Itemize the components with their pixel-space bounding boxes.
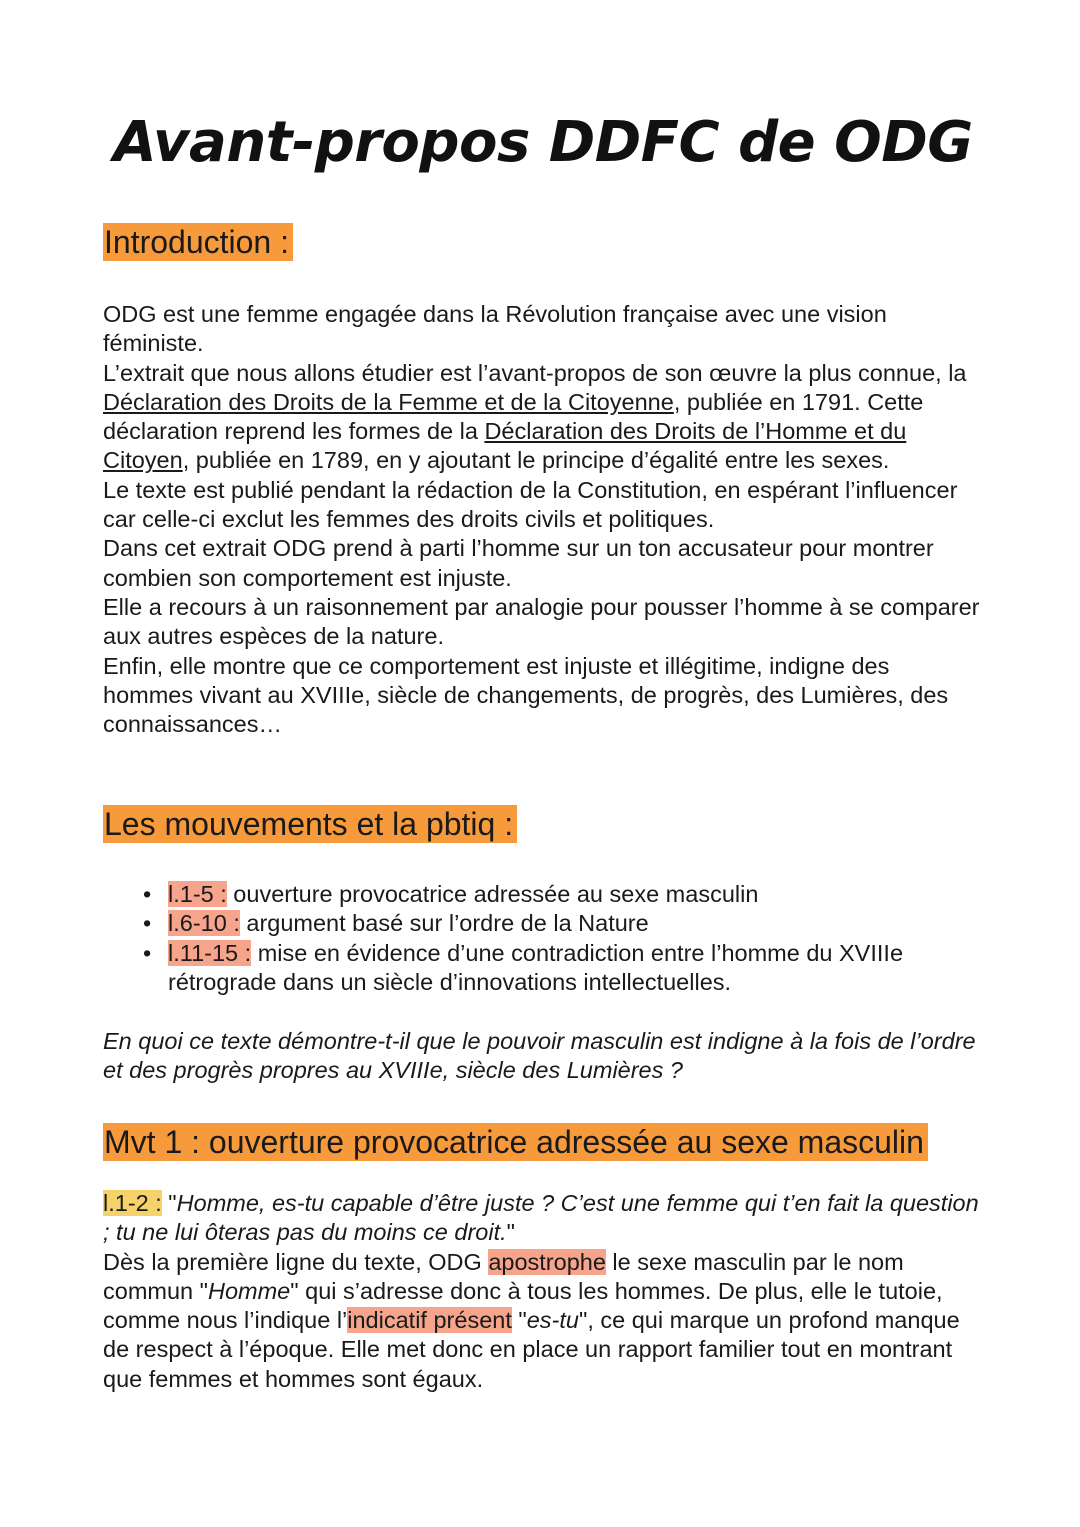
movements-heading bbox=[103, 804, 517, 844]
mvt1-quote-paragraph bbox=[103, 1189, 983, 1248]
intro-p2-text-c: , publiée en 1789, en y ajoutant le principe d’égalité entre les sexes. bbox=[182, 447, 890, 474]
intro-heading-text: Introduction : bbox=[103, 223, 293, 261]
bullet-icon: • bbox=[143, 881, 152, 907]
intro-paragraph-6: Enfin, elle montre que ce comportement est injuste et illégitime, indigne des hommes vivant au XVIIIe, siècle de changements, de progrès, des Lumières, des connaissances… bbox=[103, 652, 949, 738]
intro-p2-text-b: , publiée en 1791. Cette déclaration reprend les formes de la bbox=[103, 388, 924, 445]
term-indicatif-present: indicatif présent bbox=[347, 1307, 512, 1334]
list-item bbox=[143, 909, 1008, 938]
list-item bbox=[143, 939, 1008, 998]
quote-mark: " bbox=[506, 1219, 515, 1246]
intro-heading bbox=[103, 222, 293, 262]
line-ref: l.1-5 : bbox=[168, 881, 227, 907]
intro-paragraph-1: ODG est une femme engagée dans la Révolution française avec une vision féministe. bbox=[103, 301, 887, 357]
intro-paragraph-3: Le texte est publié pendant la rédaction de la Constitution, en espérant l’influencer car celle-ci exclut les femmes des droits civils et politiques. bbox=[103, 476, 958, 533]
analysis-text: ", ce qui marque un profond manque de respect à l’époque. Elle met donc en place un rapport familier tout en montrant que femmes et hommes sont égaux. bbox=[103, 1307, 960, 1392]
ddfc-title-link: Déclaration des Droits de la Femme et de la Citoyenne bbox=[103, 388, 674, 415]
quote-mark: " bbox=[161, 1190, 177, 1216]
mvt1-heading-text: Mvt 1 : ouverture provocatrice adressée au sexe masculin bbox=[103, 1123, 928, 1161]
quoted-word: Homme bbox=[207, 1277, 291, 1304]
line-ref: l.1-2 : bbox=[103, 1190, 162, 1216]
analysis-text: Dès la première ligne du texte, ODG bbox=[103, 1248, 489, 1275]
list-item-text: ouverture provocatrice adressée au sexe masculin bbox=[226, 881, 759, 907]
analysis-text: le sexe masculin par le nom commun " bbox=[103, 1248, 904, 1304]
quote-text: Homme, es-tu capable d’être juste ? C’est une femme qui t’en fait la question ; tu ne lui ôteras pas du moins ce droit. bbox=[103, 1190, 979, 1246]
line-ref: l.11-15 : bbox=[168, 939, 252, 966]
ddhc-title-link: Déclaration des Droits de l’Homme et du Citoyen bbox=[103, 418, 907, 474]
intro-paragraph-4: Dans cet extrait ODG prend à parti l’homme sur un ton accusateur pour montrer combien son comportement est injuste. bbox=[103, 535, 934, 591]
intro-body bbox=[103, 300, 983, 739]
list-item-text: argument basé sur l’ordre de la Nature bbox=[239, 910, 649, 937]
page-title: Avant-propos DDFC de ODG bbox=[113, 110, 973, 175]
mvt1-analysis-paragraph bbox=[103, 1248, 983, 1394]
analysis-text: " qui s’adresse donc à tous les hommes. De plus, elle le tutoie, comme nous l’indique l’ bbox=[103, 1277, 943, 1334]
bullet-icon: • bbox=[143, 939, 152, 966]
movements-list bbox=[144, 880, 1008, 997]
list-item bbox=[143, 880, 1008, 909]
analysis-text: " bbox=[511, 1307, 527, 1334]
term-apostrophe: apostrophe bbox=[488, 1248, 606, 1275]
movements-heading-text: Les mouvements et la pbtiq : bbox=[103, 805, 517, 843]
list-item-text: mise en évidence d’une contradiction entre l’homme du XVIIIe rétrograde dans un siècle d’innovations intellectuelles. bbox=[168, 939, 904, 995]
mvt1-body bbox=[103, 1189, 983, 1394]
problematique-question: En quoi ce texte démontre-t-il que le pouvoir masculin est indigne à la fois de l’ordre et des progrès propres au XVIIIe, siècle des Lumières ? bbox=[103, 1028, 976, 1084]
mvt1-heading bbox=[103, 1122, 928, 1162]
quoted-word: es-tu bbox=[526, 1307, 579, 1334]
bullet-icon: • bbox=[143, 910, 152, 937]
intro-p2-text-a: L’extrait que nous allons étudier est l’avant-propos de son œuvre la plus connue, la bbox=[103, 359, 967, 386]
line-ref: l.6-10 : bbox=[168, 910, 240, 937]
intro-paragraph-5: Elle a recours à un raisonnement par analogie pour pousser l’homme à se comparer aux autres espèces de la nature. bbox=[103, 593, 980, 650]
intro-paragraph-2 bbox=[103, 359, 983, 476]
